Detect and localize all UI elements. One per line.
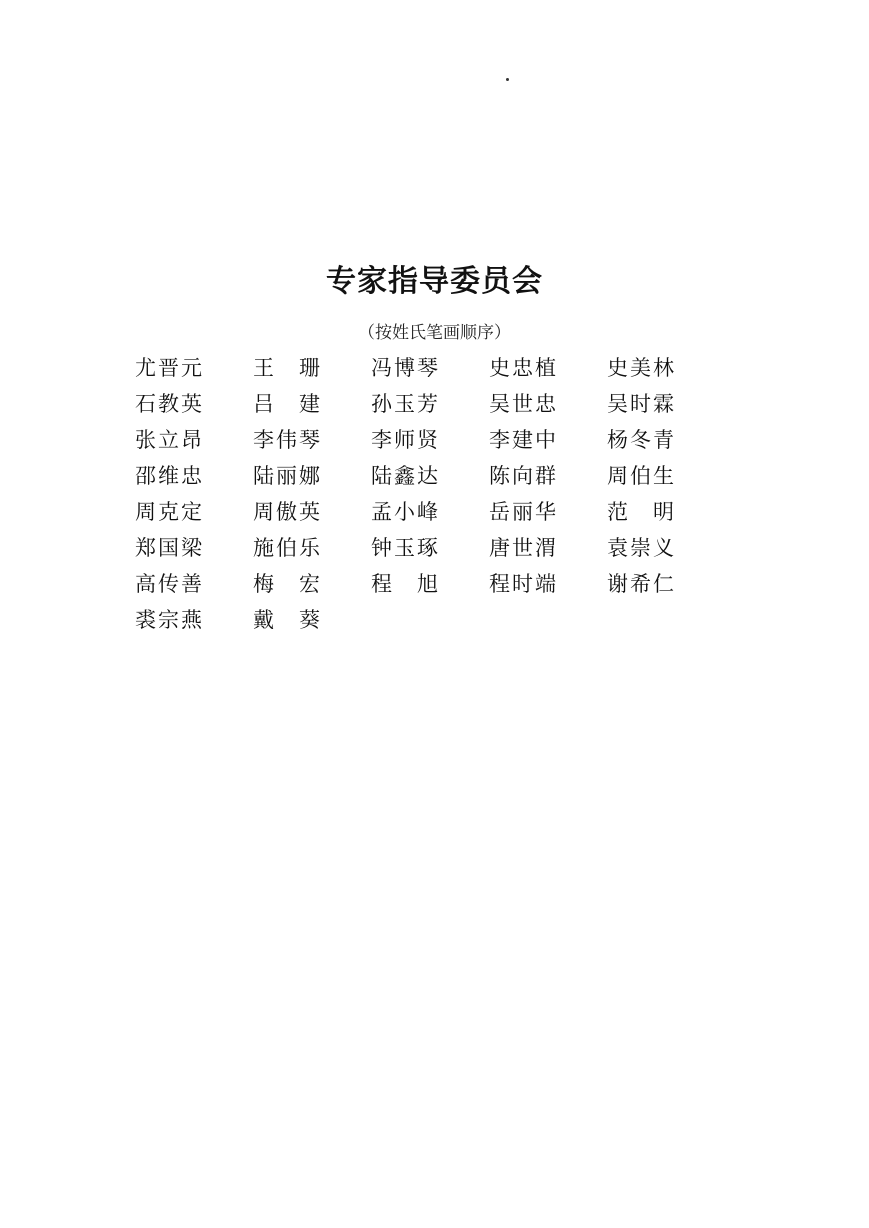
committee-member-name: 高传善 — [135, 572, 204, 596]
page-subtitle: （按姓氏笔画顺序） — [358, 323, 511, 343]
committee-member-list — [135, 350, 735, 638]
committee-member-name: 孟小峰 — [371, 500, 440, 524]
committee-member-name: 吕 建 — [253, 392, 322, 416]
committee-member-name: 谢希仁 — [607, 572, 676, 596]
committee-member-name: 戴 葵 — [253, 608, 322, 632]
committee-member-name: 施伯乐 — [253, 536, 322, 560]
committee-member-name: 周傲英 — [253, 500, 322, 524]
committee-member-name: 李师贤 — [371, 428, 440, 452]
committee-member-name: 陆鑫达 — [371, 464, 440, 488]
scan-speck — [506, 78, 509, 81]
committee-member-name: 周克定 — [135, 500, 204, 524]
committee-member-name: 冯博琴 — [371, 356, 440, 380]
committee-member-name: 尤晋元 — [135, 356, 204, 380]
committee-member-name: 程时端 — [489, 572, 558, 596]
committee-member-name: 陈向群 — [489, 464, 558, 488]
committee-member-name: 孙玉芳 — [371, 392, 440, 416]
committee-member-name: 岳丽华 — [489, 500, 558, 524]
committee-member-name: 郑国梁 — [135, 536, 204, 560]
committee-member-name: 邵维忠 — [135, 464, 204, 488]
committee-member-name: 吴时霖 — [607, 392, 676, 416]
committee-member-name: 李建中 — [489, 428, 558, 452]
committee-member-name: 裘宗燕 — [135, 608, 204, 632]
committee-member-name: 范 明 — [607, 500, 676, 524]
committee-member-name: 吴世忠 — [489, 392, 558, 416]
committee-member-name: 张立昂 — [135, 428, 204, 452]
committee-member-name: 陆丽娜 — [253, 464, 322, 488]
committee-member-name: 石教英 — [135, 392, 204, 416]
committee-member-name: 史忠植 — [489, 356, 558, 380]
committee-member-name: 王 珊 — [253, 356, 322, 380]
committee-member-name: 周伯生 — [607, 464, 676, 488]
committee-member-name: 杨冬青 — [607, 428, 676, 452]
committee-member-name: 钟玉琢 — [371, 536, 440, 560]
committee-member-name: 程 旭 — [371, 572, 440, 596]
committee-member-name: 史美林 — [607, 356, 676, 380]
committee-member-name: 梅 宏 — [253, 572, 322, 596]
committee-member-name: 唐世渭 — [489, 536, 558, 560]
committee-member-name: 袁崇义 — [607, 536, 676, 560]
committee-member-name: 李伟琴 — [253, 428, 322, 452]
page-title: 专家指导委员会 — [326, 264, 543, 299]
